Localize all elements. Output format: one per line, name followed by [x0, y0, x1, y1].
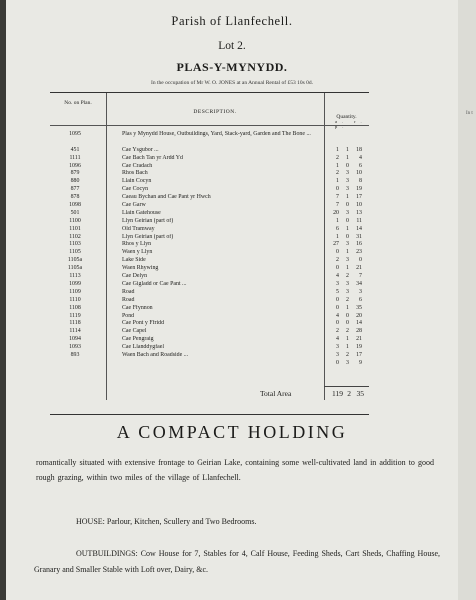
roods-value: 2 — [346, 351, 349, 358]
acres-value: 4 — [336, 312, 339, 319]
roods-value: 0 — [346, 217, 349, 224]
table-row — [50, 336, 369, 344]
field-description: Cae Garw — [122, 202, 146, 209]
acres-value: 20 — [333, 209, 339, 216]
field-description: Cae Cradach — [122, 162, 153, 169]
total-perches: 35 — [356, 389, 364, 398]
roods-value: 0 — [346, 162, 349, 169]
field-description: Llain Gatehouse — [122, 209, 161, 216]
column-header-no: No. on Plan. — [64, 100, 92, 106]
plan-number: 1096 — [69, 162, 81, 169]
field-description: Llyn Geirian (part of) — [122, 233, 174, 240]
perches-value: 21 — [356, 265, 362, 272]
roods-value: 2 — [346, 328, 349, 335]
acres-value: 7 — [336, 202, 339, 209]
acres-value: 0 — [336, 265, 339, 272]
roods-value: 2 — [346, 296, 349, 303]
field-description: Lake Side — [122, 257, 146, 264]
plan-number: 1105a — [67, 257, 83, 264]
roods-value: 1 — [346, 194, 349, 201]
table-row — [50, 186, 369, 194]
perches-value: 4 — [359, 154, 362, 161]
table-row — [50, 320, 369, 328]
plan-number: 1102 — [69, 233, 81, 240]
field-description: Pond — [122, 312, 135, 319]
table-row — [50, 249, 369, 257]
field-description: Rhos y Llyn — [122, 241, 152, 248]
table-row — [50, 234, 369, 242]
perches-value: 0 — [359, 257, 362, 264]
field-description: Road — [122, 288, 135, 295]
parish-heading: Parish of Llanfechell. — [171, 14, 293, 28]
acres-value: 3 — [336, 280, 339, 287]
perches-value: 18 — [356, 146, 362, 153]
perches-value: 10 — [356, 170, 362, 177]
acres-value: 0 — [336, 296, 339, 303]
estate-heading: PLAS-Y-MYNYDD. — [176, 60, 288, 74]
plan-number: 893 — [70, 351, 80, 358]
roods-value: 1 — [346, 336, 349, 343]
field-description: Waen Bach and Roadside ... — [122, 351, 189, 358]
roods-value: 3 — [346, 280, 349, 287]
table-row — [50, 273, 369, 281]
total-roods: 2 — [347, 389, 351, 398]
plan-number: 1098 — [69, 202, 81, 209]
acres-value: 1 — [336, 233, 339, 240]
roods-value: 1 — [346, 146, 349, 153]
table-row — [50, 178, 369, 186]
description-paragraph: romantically situated with extensive frontage to Geirian Lake, containing some well-cultivated land in addition to good rough grazing, within two miles of the village of Llanfechell. — [36, 458, 434, 482]
total-acres: 119 — [332, 389, 343, 398]
field-description: Cae Llanddygfael — [122, 344, 165, 351]
field-description: Rhos Bach — [122, 170, 148, 177]
field-description: Llain Cocyn — [122, 178, 152, 185]
field-description: Caeau Bychan and Cae Pant yr Hwch — [122, 194, 211, 201]
plan-number: 1105a — [67, 265, 83, 272]
roods-value: 2 — [346, 273, 349, 280]
acres-value: 0 — [336, 320, 339, 327]
table-row — [50, 194, 369, 202]
table-row — [50, 344, 369, 352]
perches-value: 11 — [356, 217, 362, 224]
perches-value: 7 — [359, 273, 362, 280]
acres-value: 2 — [336, 154, 339, 161]
roods-value: 1 — [346, 154, 349, 161]
total-rule — [324, 386, 369, 387]
roods-value: 3 — [346, 170, 349, 177]
plan-number: 1101 — [69, 225, 81, 232]
plan-number: 1094 — [69, 336, 81, 343]
perches-value: 19 — [356, 186, 362, 193]
roods-value: 3 — [346, 241, 349, 248]
plan-number: 451 — [70, 146, 80, 153]
perches-value: 20 — [356, 312, 362, 319]
perches-value: 28 — [356, 328, 362, 335]
plan-number: 1110 — [69, 296, 81, 303]
field-description: Old Tramway — [122, 225, 155, 232]
acres-value: 6 — [336, 225, 339, 232]
plan-number: 878 — [70, 194, 80, 201]
roods-value: 0 — [346, 233, 349, 240]
acres-value: 2 — [336, 257, 339, 264]
field-description: Cae Pont y Ffridd — [122, 320, 165, 327]
column-header-description: DESCRIPTION. — [193, 109, 237, 115]
field-description: Road — [122, 296, 135, 303]
field-description: Cae Ffynnon — [122, 304, 153, 311]
table-row — [50, 147, 369, 155]
table-row — [50, 281, 369, 289]
occupation-note: In the occupation of Mr W. O. JONES at an Annual Rental of £53 10s 0d. — [151, 80, 313, 86]
acres-value: 0 — [336, 304, 339, 311]
roods-value: 1 — [346, 304, 349, 311]
roods-value: 3 — [346, 186, 349, 193]
roods-value: 1 — [346, 344, 349, 351]
perches-value: 34 — [356, 280, 362, 287]
field-description: Plas y Mynydd House, Outbuildings, Yard, Stack-yard, Garden and The Bone ... — [122, 131, 311, 137]
acres-value: 1 — [336, 146, 339, 153]
plan-number: 1109 — [69, 288, 81, 295]
plan-number: 1119 — [69, 312, 81, 319]
plan-number: 1105 — [69, 249, 81, 256]
perches-value: 17 — [356, 194, 362, 201]
plan-number: 1100 — [69, 217, 81, 224]
acres-value: 1 — [336, 162, 339, 169]
roods-value: 3 — [346, 178, 349, 185]
plan-number: 501 — [70, 209, 80, 216]
acres-value: 1 — [336, 217, 339, 224]
plan-number: 1095 — [69, 131, 81, 137]
table-body — [50, 131, 369, 368]
perches-value: 14 — [356, 225, 362, 232]
roods-value: 3 — [346, 288, 349, 295]
acres-value: 4 — [336, 336, 339, 343]
perches-value: 31 — [356, 233, 362, 240]
table-row — [50, 202, 369, 210]
acres-value: 1 — [336, 178, 339, 185]
table-row — [50, 226, 369, 234]
table-row — [50, 352, 369, 360]
plan-number: 1113 — [69, 273, 81, 280]
acres-value: 3 — [336, 351, 339, 358]
plan-number: 1118 — [69, 320, 81, 327]
perches-value: 13 — [356, 209, 362, 216]
table-row — [50, 210, 369, 218]
acres-value: 27 — [333, 241, 339, 248]
perches-value: 35 — [356, 304, 362, 311]
field-description: Cae Pengraig — [122, 336, 154, 343]
perches-value: 21 — [356, 336, 362, 343]
field-description: Cae Bach Tan yr Ardd Yd — [122, 154, 183, 161]
table-row — [50, 218, 369, 226]
roods-value: 3 — [346, 359, 349, 366]
acres-value: 0 — [336, 249, 339, 256]
house-details: HOUSE: Parlour, Kitchen, Scullery and Two Bedrooms. — [76, 517, 257, 526]
land-schedule-table — [50, 92, 369, 415]
table-row — [50, 241, 369, 249]
acres-value: 7 — [336, 194, 339, 201]
total-area-label: Total Area — [260, 389, 292, 398]
perches-value: 6 — [359, 296, 362, 303]
perches-value: 3 — [359, 288, 362, 295]
table-row — [50, 313, 369, 321]
compact-holding-heading: A COMPACT HOLDING — [116, 422, 348, 442]
perches-value: 10 — [356, 202, 362, 209]
field-description: Cae Ysgubor ... — [122, 146, 159, 153]
table-row — [50, 297, 369, 305]
field-description: Waen Rhywing — [122, 265, 159, 272]
perches-value: 16 — [356, 241, 362, 248]
acres-value: 0 — [336, 359, 339, 366]
roods-value: 0 — [346, 202, 349, 209]
plan-number: 1108 — [69, 304, 81, 311]
plan-number: 1111 — [69, 154, 81, 161]
field-description: Cae Capel — [122, 328, 147, 335]
acres-value: 0 — [336, 186, 339, 193]
field-description: Cae Cocyn — [122, 186, 149, 193]
acres-value: 2 — [336, 328, 339, 335]
perches-value: 9 — [359, 359, 362, 366]
outbuildings-details: OUTBUILDINGS: Cow House for 7, Stables for 4, Calf House, Feeding Sheds, Cart Sheds, Chaffing House, Granary and Smaller Stable with Loft over, Dairy, &c. — [34, 549, 440, 574]
perches-value: 19 — [356, 344, 362, 351]
roods-value: 1 — [346, 225, 349, 232]
perches-value: 14 — [356, 320, 362, 327]
roods-value: 3 — [346, 257, 349, 264]
plan-number: 879 — [70, 170, 80, 177]
roods-value: 0 — [346, 320, 349, 327]
table-row — [50, 328, 369, 336]
acres-value: 2 — [336, 170, 339, 177]
perches-value: 6 — [359, 162, 362, 169]
header-divider — [50, 125, 369, 126]
field-description: Waen y Llyn — [122, 249, 153, 256]
quantity-units: a. r. p. — [335, 119, 367, 129]
table-row — [50, 170, 369, 178]
plan-number: 1099 — [69, 280, 81, 287]
plan-number: 1114 — [69, 328, 81, 335]
plan-number: 877 — [70, 186, 80, 193]
table-row — [50, 155, 369, 163]
field-description: Cae Delyn — [122, 273, 148, 280]
roods-value: 3 — [346, 209, 349, 216]
perches-value: 8 — [359, 178, 362, 185]
roods-value: 1 — [346, 249, 349, 256]
field-description: Cae Gigladd or Cae Pant ... — [122, 280, 187, 287]
roods-value: 1 — [346, 265, 349, 272]
table-row — [50, 257, 369, 265]
document-page — [6, 0, 458, 600]
plan-number: 880 — [70, 178, 80, 185]
table-row — [50, 131, 369, 147]
acres-value: 5 — [336, 288, 339, 295]
perches-value: 23 — [356, 249, 362, 256]
table-row — [50, 265, 369, 273]
table-row — [50, 360, 369, 368]
field-description: Llyn Geirian (part of) — [122, 217, 174, 224]
roods-value: 0 — [346, 312, 349, 319]
lot-heading: Lot 2. — [218, 40, 246, 52]
adjacent-page-text: In t — [466, 111, 473, 116]
adjacent-page-edge — [458, 0, 476, 600]
perches-value: 17 — [356, 351, 362, 358]
table-row — [50, 163, 369, 171]
table-row — [50, 289, 369, 297]
acres-value: 4 — [336, 273, 339, 280]
plan-number: 1103 — [69, 241, 81, 248]
table-row — [50, 305, 369, 313]
plan-number: 1093 — [69, 344, 81, 351]
column-header-quantity: Quantity. — [336, 114, 357, 120]
acres-value: 3 — [336, 344, 339, 351]
